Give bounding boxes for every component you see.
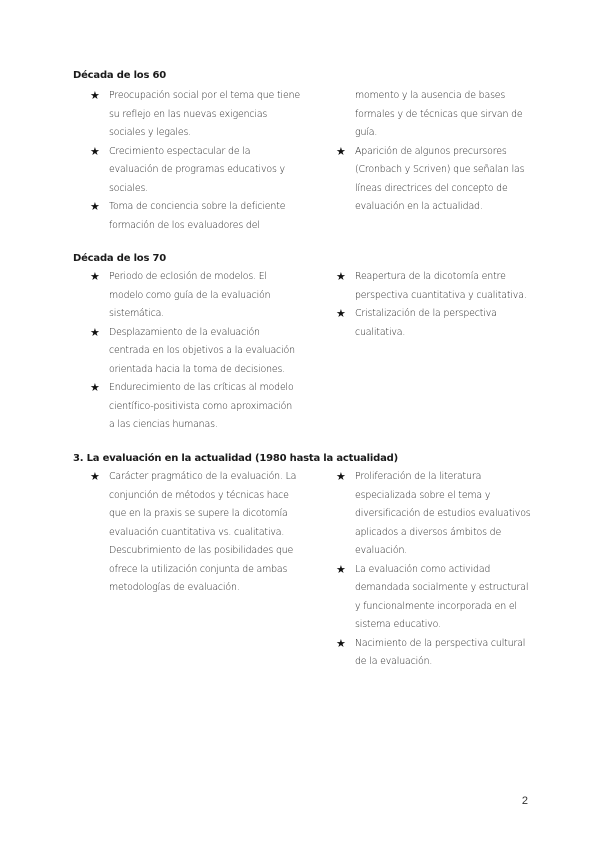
left-column: [90, 468, 300, 598]
list-item: ★ Proliferación de la literatura especializada sobre el tema y diversificación de estudios evaluativos aplicados a diversos ámbitos de evaluación.: [336, 470, 531, 556]
star-icon: ★: [90, 470, 100, 483]
section-heading: 3. La evaluación en la actualidad (1980 hasta la actualidad): [73, 453, 398, 464]
list-item: ★ Reapertura de la dicotomía entre perspectiva cuantitativa y cualitativa.: [336, 270, 527, 301]
list-item: ★ Toma de conciencia sobre la deficiente formación de los evaluadores del: [90, 200, 286, 231]
star-icon: ★: [90, 325, 100, 339]
star-icon: ★: [336, 307, 346, 320]
list-item: ★ Nacimiento de la perspectiva cultural de la evaluación.: [336, 636, 526, 667]
star-icon: ★: [90, 144, 100, 158]
list-item: ★ Carácter pragmático de la evaluación. La conjunción de métodos y técnicas hace que en la praxis se supere la dicotomía evaluación cuantitativa vs. cualitativa. Descubrimiento de las posibilidades que ofrece la utilización conjunta de ambas metodologías de evaluación.: [90, 470, 297, 593]
right-column: [336, 268, 536, 342]
star-icon: ★: [336, 270, 346, 283]
list-item-continuation: momento y la ausencia de bases formales y de técnicas que sirvan de guía.: [355, 90, 523, 138]
star-icon: ★: [90, 89, 100, 102]
left-column: [90, 87, 300, 235]
star-icon: ★: [90, 381, 100, 394]
list-item: ★ Preocupación social por el tema que tiene su reflejo en las nuevas exigencias sociales y legales.: [90, 89, 300, 138]
list-item: ★ Desplazamiento de la evaluación centrada en los objetivos a la evaluación orientada hacia la toma de decisiones.: [90, 325, 295, 375]
left-column: [90, 268, 300, 435]
star-icon: ★: [90, 200, 100, 213]
section-heading: Década de los 60: [73, 70, 167, 81]
list-item: ★ Aparición de algunos precursores (Cronbach y Scriven) que señalan las líneas directrices del concepto de evaluación en la actualidad.: [336, 144, 525, 212]
page-number: 2: [521, 795, 528, 807]
right-column: [336, 87, 536, 217]
star-icon: ★: [90, 270, 100, 283]
star-icon: ★: [336, 144, 346, 158]
list-item: ★ Cristalización de la perspectiva cualitativa.: [336, 307, 497, 338]
right-column: [336, 468, 536, 672]
section-heading: Década de los 70: [73, 253, 167, 264]
star-icon: ★: [336, 636, 346, 650]
star-icon: ★: [336, 470, 346, 483]
list-item: ★ Endurecimiento de las críticas al modelo científico-positivista como aproximación a las ciencias humanas.: [90, 381, 294, 430]
star-icon: ★: [336, 562, 346, 576]
list-item: ★ Periodo de eclosión de modelos. El modelo como guía de la evaluación sistemática.: [90, 270, 271, 319]
list-item: ★ La evaluación como actividad demandada socialmente y estructural y funcionalmente incorporada en el sistema educativo.: [336, 562, 529, 630]
list-item: ★ Crecimiento espectacular de la evaluación de programas educativos y sociales.: [90, 144, 285, 194]
